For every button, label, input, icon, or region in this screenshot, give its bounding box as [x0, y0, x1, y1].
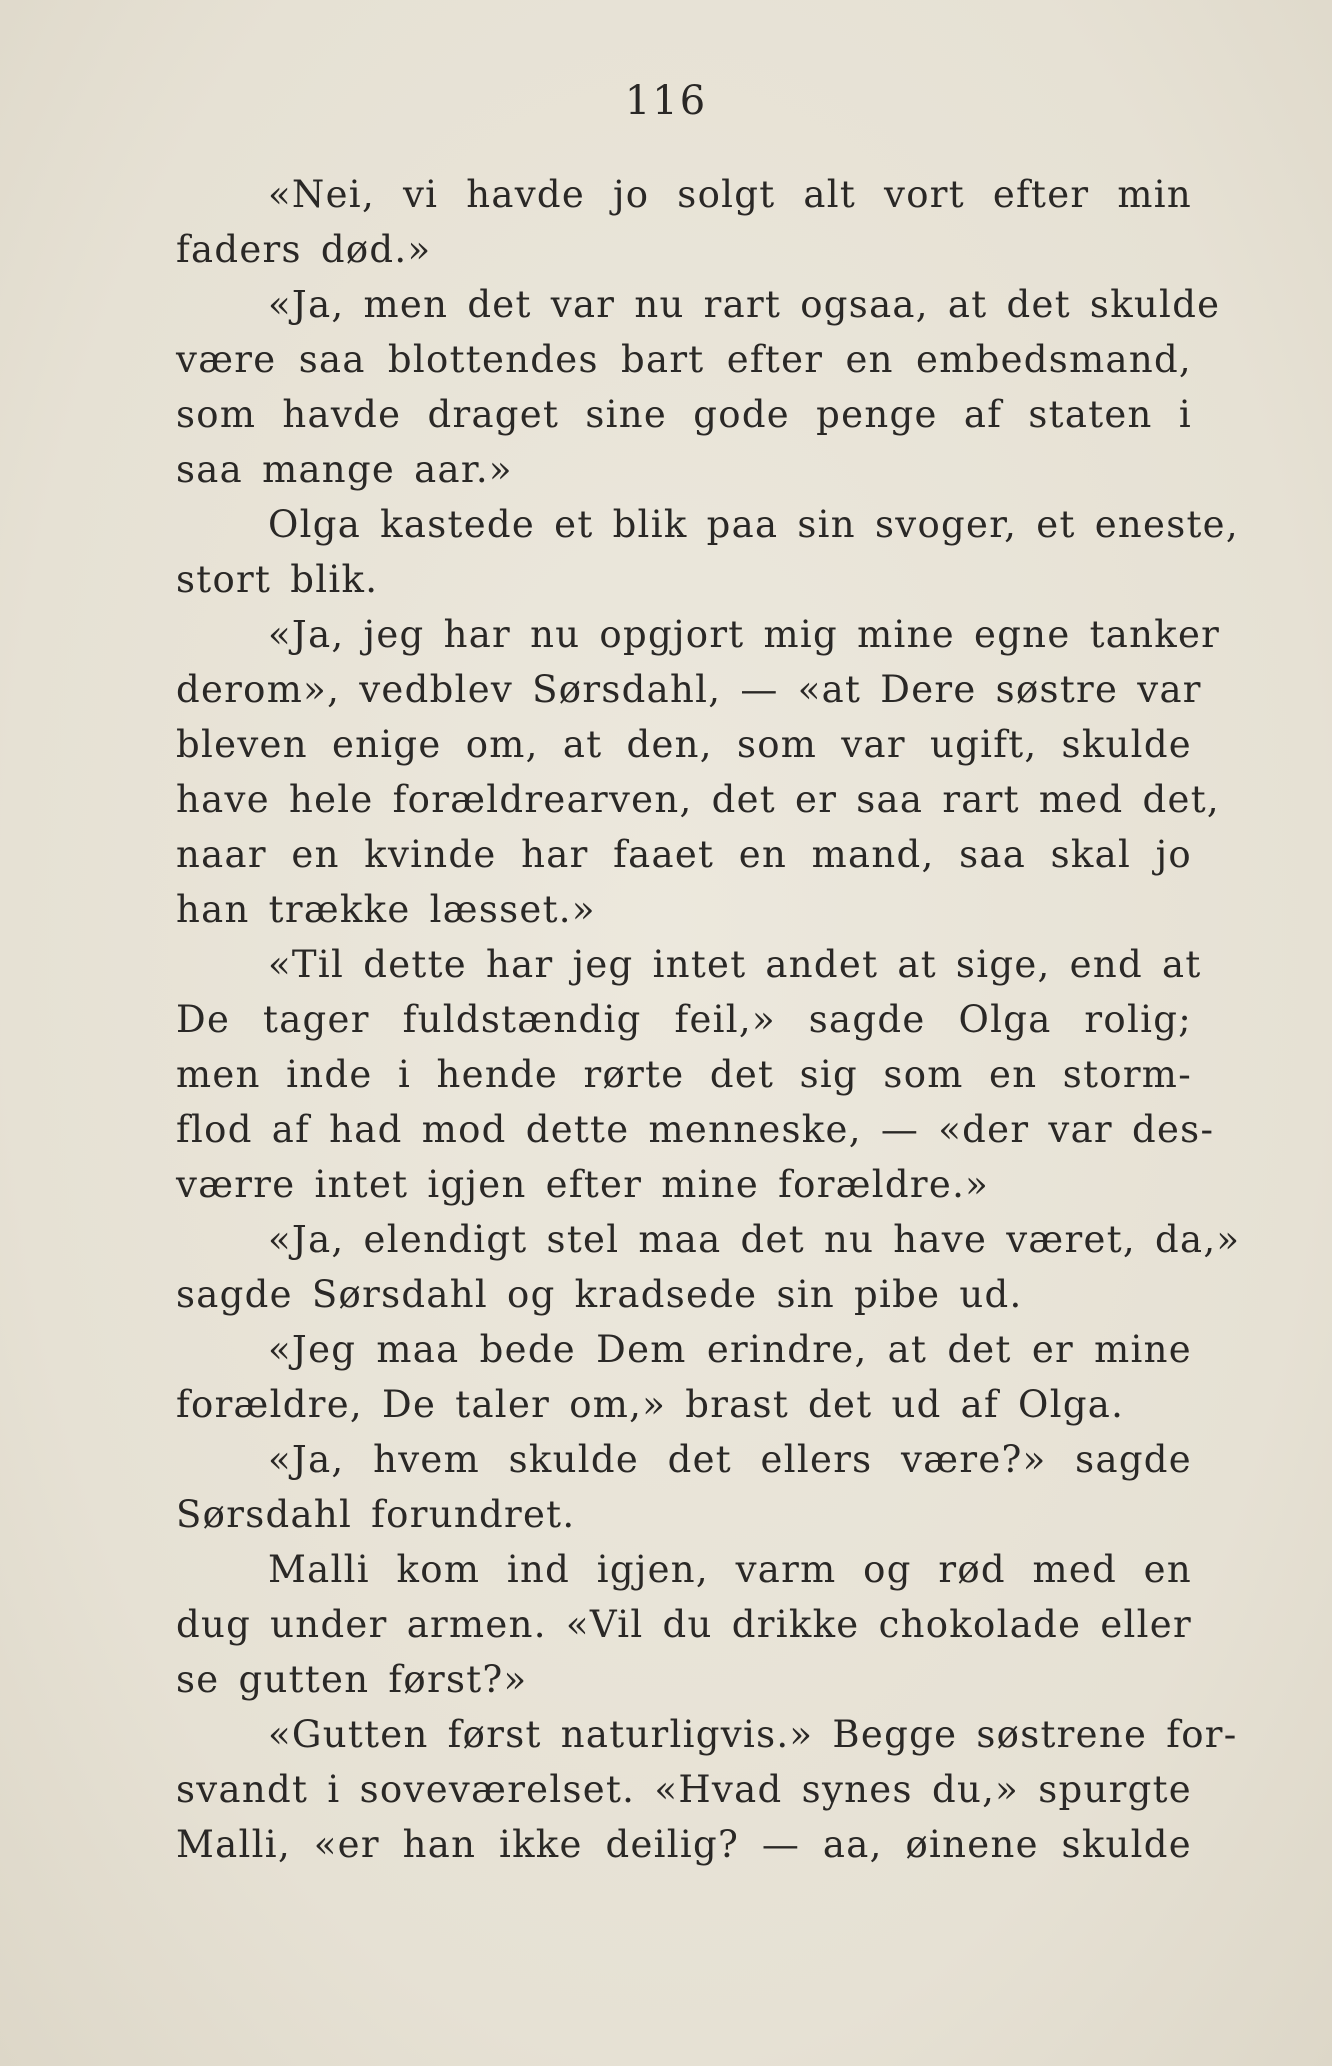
- page-number: 116: [624, 78, 708, 124]
- text-line: forældre, De taler om,» brast det ud af Olga.: [176, 1383, 1125, 1426]
- text-line: «Ja, elendigt stel maa det nu have været, da,»: [268, 1218, 1241, 1261]
- text-line: flod af had mod dette menneske, — «der var des-: [176, 1108, 1215, 1151]
- text-line: bleven enige om, at den, som var ugift, skulde: [176, 723, 1192, 766]
- text-line: «Ja, jeg har nu opgjort mig mine egne tanker: [268, 613, 1221, 656]
- text-line: være saa blottendes bart efter en embedsmand,: [176, 338, 1192, 381]
- body-text: [176, 167, 1241, 1872]
- text-line: værre intet igjen efter mine forældre.»: [176, 1163, 990, 1206]
- text-line: «Jeg maa bede Dem erindre, at det er mine: [268, 1328, 1192, 1371]
- text-line: «Nei, vi havde jo solgt alt vort efter min: [268, 173, 1192, 216]
- text-line: dug under armen. «Vil du drikke chokolade eller: [176, 1603, 1192, 1646]
- text-line: have hele forældrearven, det er saa rart med det,: [176, 778, 1220, 821]
- text-line: De tager fuldstændig feil,» sagde Olga rolig;: [176, 998, 1192, 1041]
- text-line: derom», vedblev Sørsdahl, — «at Dere søstre var: [176, 668, 1202, 711]
- text-line: «Ja, men det var nu rart ogsaa, at det skulde: [268, 283, 1221, 326]
- text-line: han trække læsset.»: [176, 888, 596, 931]
- text-line: faders død.»: [176, 228, 432, 271]
- text-line: stort blik.: [176, 558, 379, 601]
- text-line: sagde Sørsdahl og kradsede sin pibe ud.: [176, 1273, 1023, 1316]
- text-line: Malli kom ind igjen, varm og rød med en: [268, 1548, 1192, 1591]
- text-line: men inde i hende rørte det sig som en storm-: [176, 1053, 1192, 1096]
- text-line: svandt i soveværelset. «Hvad synes du,» spurgte: [176, 1768, 1192, 1811]
- text-line: «Gutten først naturligvis.» Begge søstrene for-: [268, 1713, 1238, 1756]
- text-line: naar en kvinde har faaet en mand, saa skal jo: [176, 833, 1192, 876]
- text-line: saa mange aar.»: [176, 448, 513, 491]
- text-line: se gutten først?»: [176, 1658, 528, 1701]
- text-line: Olga kastede et blik paa sin svoger, et eneste,: [268, 503, 1239, 546]
- text-line: Malli, «er han ikke deilig? — aa, øinene skulde: [176, 1823, 1192, 1866]
- text-line: «Til dette har jeg intet andet at sige, end at: [268, 943, 1202, 986]
- text-line: Sørsdahl forundret.: [176, 1493, 576, 1536]
- text-line: «Ja, hvem skulde det ellers være?» sagde: [268, 1438, 1192, 1481]
- text-line: som havde draget sine gode penge af staten i: [176, 393, 1192, 436]
